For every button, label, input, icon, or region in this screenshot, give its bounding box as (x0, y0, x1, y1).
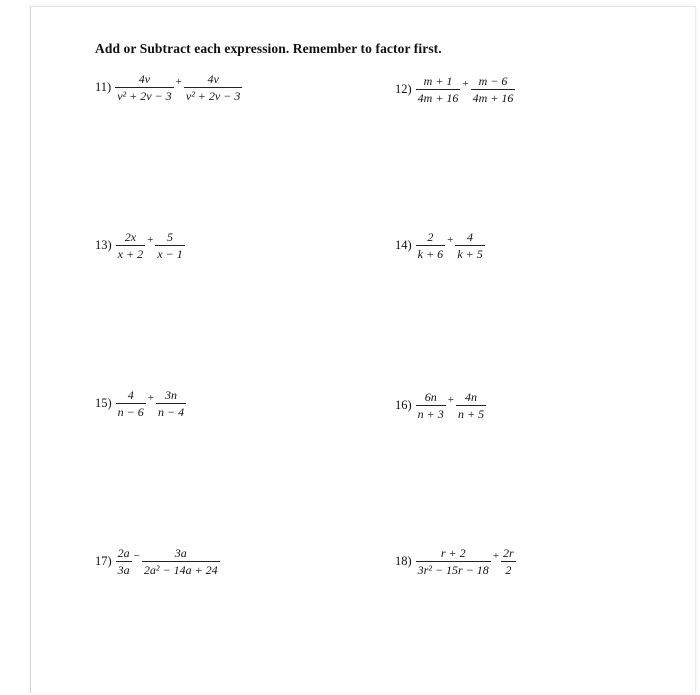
problem-16 (395, 390, 486, 421)
operator: + (447, 393, 454, 406)
fraction-2 (155, 230, 184, 261)
fraction-2 (142, 546, 220, 577)
fraction-2 (456, 390, 486, 421)
fraction-1 (116, 546, 132, 577)
denominator: 4m + 16 (472, 91, 514, 105)
denominator: n − 6 (117, 405, 144, 419)
problem-number: 15) (95, 396, 112, 410)
problem-number: 17) (95, 554, 112, 568)
numerator: 2a (117, 546, 130, 560)
numerator: 3n (156, 388, 186, 404)
numerator: 4 (455, 230, 484, 246)
numerator: 4 (116, 388, 146, 404)
fraction-1 (115, 72, 173, 103)
operator: − (133, 549, 140, 562)
numerator: r + 2 (416, 546, 491, 562)
fraction-1 (416, 230, 445, 261)
denominator: 2a² − 14a + 24 (143, 563, 218, 577)
numerator: 2r (503, 546, 514, 560)
fraction-2 (156, 388, 186, 419)
problem-number: 11) (95, 80, 112, 94)
operator: + (462, 77, 469, 90)
problem-15 (95, 388, 186, 419)
denominator: 3r² − 15r − 18 (417, 563, 489, 577)
denominator: v² + 2v − 3 (185, 89, 241, 103)
denominator: x − 1 (157, 247, 183, 261)
denominator: 2 (505, 563, 512, 577)
problem-14 (395, 230, 485, 261)
numerator: 5 (155, 230, 184, 246)
fraction-2 (471, 74, 516, 105)
problem-11 (95, 72, 242, 103)
fraction-1 (416, 546, 491, 577)
operator: + (492, 549, 500, 562)
numerator: 2 (416, 230, 445, 246)
problem-number: 18) (395, 554, 412, 568)
operator: + (175, 75, 182, 88)
denominator: x + 2 (117, 247, 144, 261)
denominator: v² + 2v − 3 (117, 89, 172, 103)
problem-number: 16) (395, 398, 412, 412)
problem-17 (95, 546, 220, 577)
numerator: m + 1 (416, 74, 461, 90)
operator: + (447, 233, 454, 246)
numerator: 4v (115, 72, 173, 88)
numerator: 2x (116, 230, 145, 246)
operator: + (147, 391, 154, 404)
denominator: 4m + 16 (417, 91, 459, 105)
denominator: k + 6 (417, 247, 444, 261)
problem-number: 12) (395, 82, 412, 96)
denominator: n + 3 (417, 407, 444, 421)
denominator: n − 4 (158, 405, 185, 419)
problem-18 (395, 546, 516, 577)
numerator: 4v (184, 72, 242, 88)
problem-12 (395, 74, 515, 105)
problem-number: 13) (95, 238, 112, 252)
fraction-1 (416, 390, 446, 421)
denominator: k + 5 (457, 247, 483, 261)
numerator: 6n (416, 390, 446, 406)
numerator: m − 6 (471, 74, 516, 90)
fraction-2 (455, 230, 484, 261)
problem-13 (95, 230, 185, 261)
fraction-2 (501, 546, 516, 577)
fraction-1 (416, 74, 461, 105)
numerator: 3a (142, 546, 220, 562)
problem-number: 14) (395, 238, 412, 252)
denominator: 3a (117, 563, 130, 577)
worksheet-page (30, 6, 696, 693)
denominator: n + 5 (458, 407, 485, 421)
fraction-1 (116, 388, 146, 419)
operator: + (147, 233, 154, 246)
instructions-heading: Add or Subtract each expression. Remember to factor first. (95, 41, 442, 56)
fraction-1 (116, 230, 145, 261)
fraction-2 (184, 72, 242, 103)
numerator: 4n (456, 390, 486, 406)
